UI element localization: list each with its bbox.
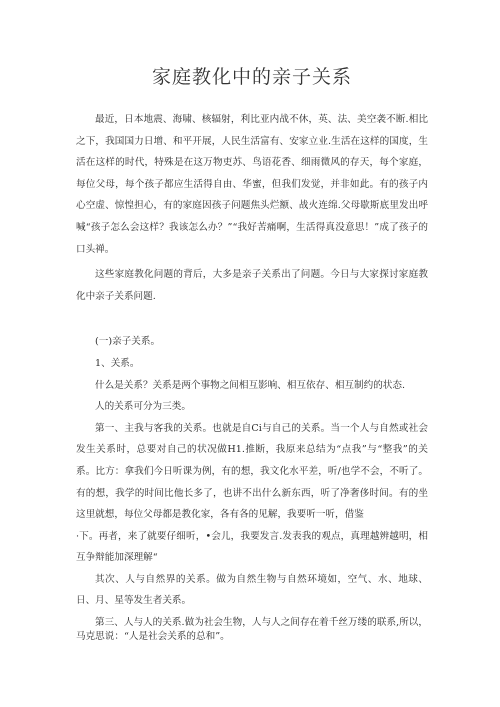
paragraph-definition: 什么是关系？关系是两个事物之间相互影响、相互依存、相互制约的状态. [95,379,406,391]
paragraph-first-relation: 第一、主我与客我的关系。也就是自Ci与自己的关系。当一个人与自然或社会发生关系时，总要对自己的状况做H1.推断，我原来总结为“点我”与“整我”的关系。比方：拿我们今日听课为例，有的想，我文化水平差，听/也学不会，不听了。有的想，我学的时间比他长多了，也讲不出什么新东西，听了净奢侈时间。有的坐这里就想，每位父母都是教化家，各有各的见解，我要听一听，借鉴 [76,422,428,521]
paragraph-intro: 最近，日本地震、海啸、核辐射，利比亚内战不休，英、法、美空袭不断.相比之下，我国国力日增、和平开展，人民生活富有、安家立业.生活在这样的国度，生活在这样的时代，特殊是在这万物吏苏、鸟语花香、细雨微风的存天，每个家庭，每位父母，每个孩子都应生活得自由、华蜜，但我们发觉，并非如此。有的孩子内心空虚、惊惶担心，有的家庭因孩子问题焦头烂额、战火连绵.父母歇斯底里发出呼喊“孩子怎么会这样？我该怎么办？”“我好苦痛啊，生活得真没意思！”成了孩子的口头禅。 [76,114,428,255]
subsection-heading: 1、关系。 [95,357,140,369]
paragraph-second-relation: 其次、人与自然界的关系。做为自然生物与自然环境如，空气、水、地球、日、月、星等发生者关系。 [76,573,428,607]
document-title: 家庭教化中的亲子关系 [151,66,352,88]
paragraph-continuation: ·下。再者，来了就要仔细听，•会儿，我要发言.发表我的观点，真理越辨越明，相互争辩能加深理解“ [76,530,428,564]
paragraph-third-relation: 第三、人与人的关系.做为社会生物，人与人之间存在着千丝万缕的联系,所以，马克思说：“人是社会关系的总和”。 [76,617,428,643]
section-heading: (一)亲子关系。 [95,336,161,348]
paragraph-three-types: 人的关系可分为三类。 [95,401,191,413]
paragraph-topic: 这些家庭教化问题的背后，大多是亲子关系出了问题。今日与大家探讨家庭教化中亲子关系问题. [76,269,428,302]
